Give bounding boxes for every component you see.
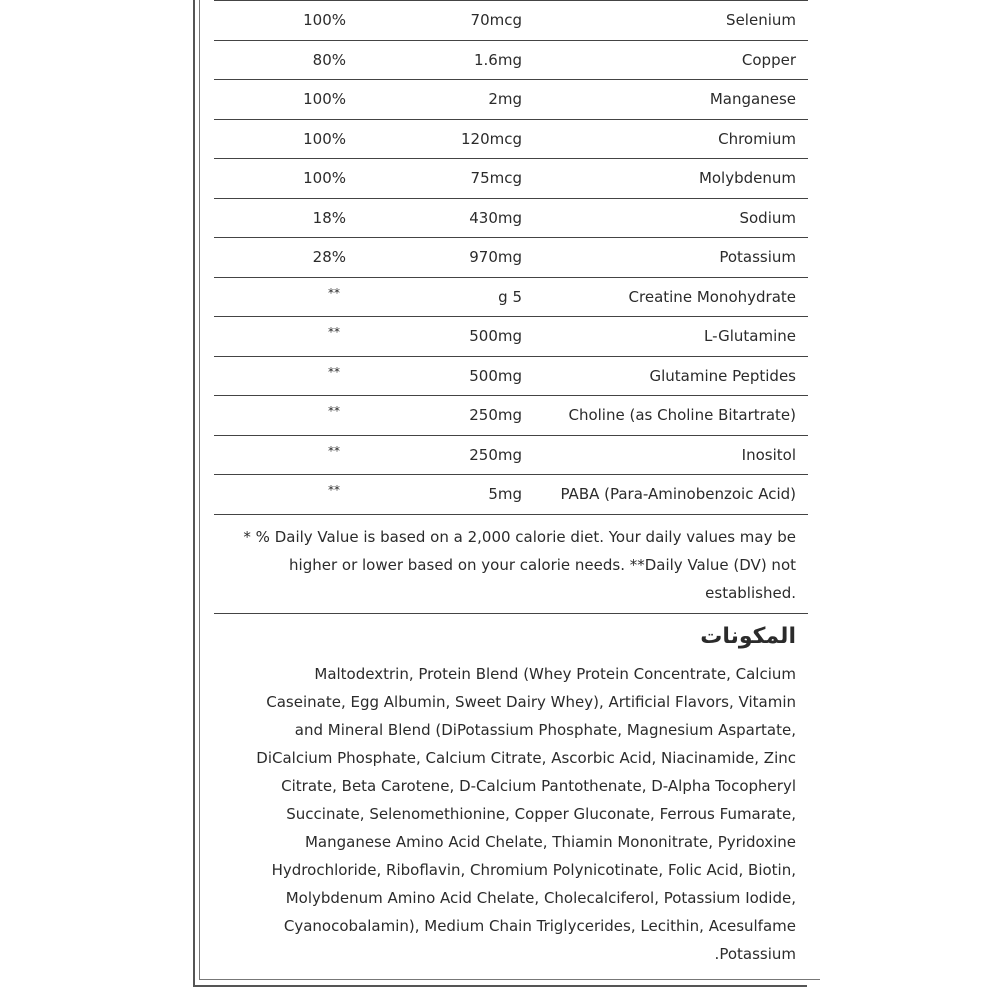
daily-value-cell: ** <box>328 404 340 419</box>
table-row <box>214 158 808 198</box>
amount-cell: 1.6mg <box>474 50 522 69</box>
ingredients-line: Caseinate, Egg Albumin, Sweet Dairy Whey), Artificial Flavors, Vitamin <box>266 692 796 711</box>
table-row <box>214 237 808 277</box>
daily-value-cell: 18% <box>312 208 346 227</box>
daily-value-cell: 100% <box>303 90 346 109</box>
nutrient-name-cell: Manganese <box>709 90 796 109</box>
daily-value-cell: ** <box>328 483 340 498</box>
daily-value-cell: 100% <box>303 11 346 30</box>
nutrient-name-cell: Molybdenum <box>698 169 796 188</box>
table-row <box>214 356 808 396</box>
ingredients-list <box>214 658 808 968</box>
table-row <box>214 395 808 435</box>
table-row <box>214 198 808 238</box>
amount-cell: 70mcg <box>470 11 522 30</box>
daily-value-cell: ** <box>328 364 340 379</box>
nutrient-name-cell: Sodium <box>739 208 796 227</box>
amount-cell: 5mg <box>488 485 522 504</box>
table-row <box>214 40 808 80</box>
ingredients-line: Cyanocobalamin), Medium Chain Triglycerides, Lecithin, Acesulfame <box>283 916 796 935</box>
ingredients-line: DiCalcium Phosphate, Calcium Citrate, Ascorbic Acid, Niacinamide, Zinc <box>256 748 796 767</box>
daily-value-cell: 28% <box>312 248 346 267</box>
amount-cell: 250mg <box>469 406 522 425</box>
amount-cell: 2mg <box>488 90 522 109</box>
nutrient-name-cell: Creatine Monohydrate <box>628 287 796 306</box>
daily-value-cell: ** <box>328 285 340 300</box>
ingredients-line: Hydrochloride, Riboflavin, Chromium Polynicotinate, Folic Acid, Biotin, <box>271 860 796 879</box>
amount-cell: 970mg <box>469 248 522 267</box>
daily-value-cell: ** <box>328 325 340 340</box>
nutrient-name-cell: Selenium <box>726 11 796 30</box>
amount-cell: 250mg <box>469 445 522 464</box>
amount-cell: 500mg <box>469 327 522 346</box>
nutrient-name-cell: Copper <box>741 50 796 69</box>
nutrient-name-cell: Potassium <box>719 248 796 267</box>
table-row <box>214 277 808 317</box>
table-row <box>214 435 808 475</box>
ingredients-line: Succinate, Selenomethionine, Copper Gluconate, Ferrous Fumarate, <box>286 804 796 823</box>
table-row <box>214 474 808 514</box>
footnote-line-2: higher or lower based on your calorie needs. **Daily Value (DV) not <box>289 555 796 574</box>
amount-cell: 120mcg <box>460 129 522 148</box>
ingredients-line: Molybdenum Amino Acid Chelate, Cholecalciferol, Potassium Iodide, <box>285 888 796 907</box>
amount-cell: g 5 <box>498 287 522 306</box>
nutrient-name-cell: Glutamine Peptides <box>649 366 796 385</box>
ingredients-line: .Potassium <box>714 944 796 963</box>
footnote-line-3: .established <box>705 583 796 602</box>
footnote-line-1: Daily Value is based on a 2,000 calorie diet. Your daily values may be % * <box>243 527 796 546</box>
table-row <box>214 316 808 356</box>
amount-cell: 500mg <box>469 366 522 385</box>
ingredients-line: and Mineral Blend (DiPotassium Phosphate, Magnesium Aspartate, <box>294 720 796 739</box>
daily-value-cell: ** <box>328 443 340 458</box>
ingredients-line: Citrate, Beta Carotene, D-Calcium Pantothenate, D-Alpha Tocopheryl <box>281 776 796 795</box>
ingredients-line: Manganese Amino Acid Chelate, Thiamin Mononitrate, Pyridoxine <box>304 832 796 851</box>
nutrient-name-cell: Chromium <box>718 129 796 148</box>
daily-value-footnote <box>214 514 808 613</box>
amount-cell: 430mg <box>469 208 522 227</box>
daily-value-cell: 100% <box>303 129 346 148</box>
nutrient-name-cell: PABA (Para-Aminobenzoic Acid) <box>560 485 796 504</box>
nutrition-panel <box>214 0 808 968</box>
table-row <box>214 0 808 40</box>
nutrient-name-cell: L-Glutamine <box>704 327 796 346</box>
nutrient-table <box>214 0 808 514</box>
daily-value-cell: 80% <box>312 50 346 69</box>
daily-value-cell: 100% <box>303 169 346 188</box>
nutrient-name-cell: Choline (as Choline Bitartrate) <box>568 406 796 425</box>
table-row <box>214 79 808 119</box>
ingredients-heading: المكونات <box>700 623 796 649</box>
table-row <box>214 119 808 159</box>
amount-cell: 75mcg <box>470 169 522 188</box>
nutrient-name-cell: Inositol <box>741 445 796 464</box>
ingredients-line: Maltodextrin, Protein Blend (Whey Protein Concentrate, Calcium <box>314 664 796 683</box>
